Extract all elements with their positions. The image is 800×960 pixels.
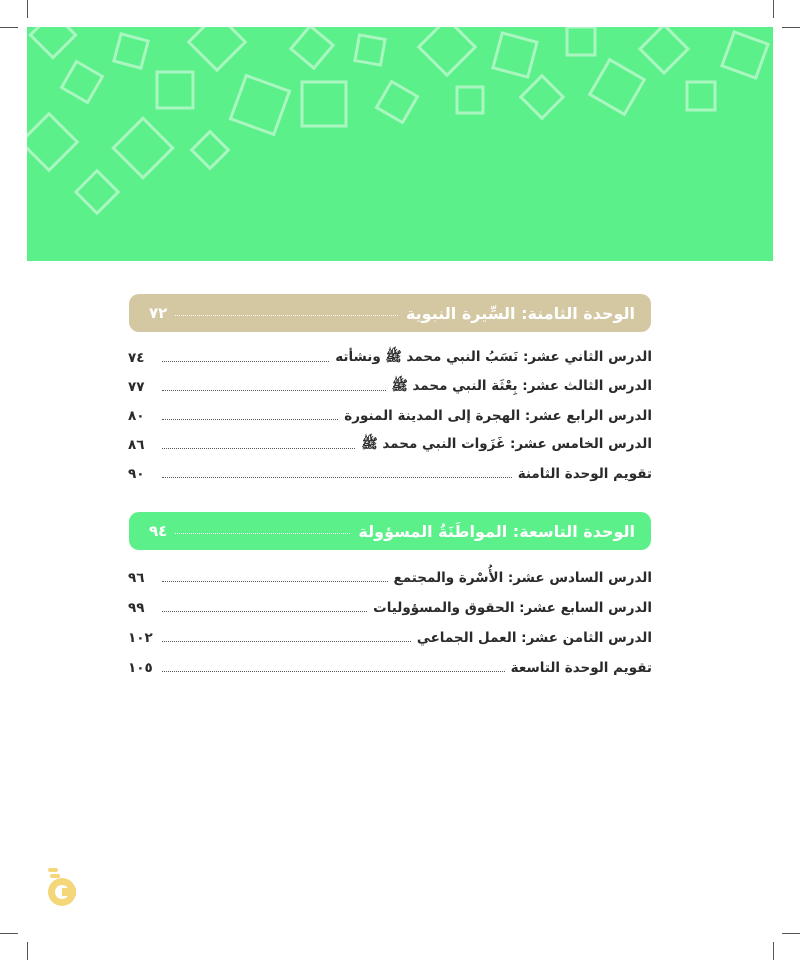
dot-leader (162, 641, 411, 642)
crop-mark (27, 0, 28, 18)
toc-entry-label: تقويم الوحدة التاسعة (510, 660, 652, 676)
toc-entry[interactable] (128, 657, 652, 679)
dot-leader (162, 390, 386, 391)
toc-entry-label: الدرس الرابع عشر: الهجرة إلى المدينة المنورة (344, 408, 652, 424)
crop-mark (773, 0, 774, 18)
toc-entry-page: ٩٦ (128, 570, 145, 586)
toc-entry[interactable] (128, 376, 652, 398)
unit-page-number: ٩٤ (149, 522, 168, 540)
toc-entry-label: الدرس الثالث عشر: بِعْثَة النبي محمد ﷺ (391, 378, 652, 394)
unit-title: الوحدة الثامنة: السِّيرة النبوية (405, 303, 635, 323)
unit-page-number: ٧٢ (149, 304, 168, 322)
dot-leader (175, 533, 350, 534)
toc-entry-page: ١٠٥ (128, 660, 153, 676)
publisher-logo-icon (42, 866, 82, 910)
crop-mark (0, 933, 18, 934)
toc-entry-page: ٩٩ (128, 600, 145, 616)
crop-mark (27, 942, 28, 960)
toc-entry[interactable] (128, 567, 652, 589)
toc-entry-page: ٩٠ (128, 466, 145, 482)
dot-leader (162, 611, 367, 612)
toc-entry[interactable] (128, 463, 652, 485)
toc-entry[interactable] (128, 405, 652, 427)
unit-header-8[interactable] (129, 294, 651, 332)
toc-entry[interactable] (128, 597, 652, 619)
dot-leader (162, 448, 355, 449)
toc-entry-page: ٨٦ (128, 437, 145, 453)
crop-mark (773, 942, 774, 960)
dot-leader (162, 477, 512, 478)
dot-leader (162, 419, 338, 420)
toc-entry-page: ٧٧ (128, 379, 145, 395)
toc-entry-label: الدرس الثامن عشر: العمل الجماعي (416, 630, 652, 646)
crop-mark (782, 27, 800, 28)
toc-entry-label: الدرس السابع عشر: الحقوق والمسؤوليات (373, 600, 652, 616)
dot-leader (162, 671, 505, 672)
unit-header-9[interactable] (129, 512, 651, 550)
toc-entry-label: الدرس السادس عشر: الأُسْرة والمجتمع (393, 570, 652, 586)
toc-entry-label: تقويم الوحدة الثامنة (517, 466, 652, 482)
toc-entry-page: ١٠٢ (128, 630, 153, 646)
unit-title: الوحدة التاسعة: المواطَنَةُ المسؤولة (358, 521, 635, 541)
toc-entry[interactable] (128, 434, 652, 456)
toc-entry[interactable] (128, 627, 652, 649)
dot-leader (162, 581, 388, 582)
crop-mark (0, 27, 18, 28)
toc-entry-label: الدرس الخامس عشر: غَزَوات النبي محمد ﷺ (361, 436, 652, 452)
toc-entry-label: الدرس الثاني عشر: نَسَبُ النبي محمد ﷺ ونشأته (335, 349, 652, 365)
header-banner (27, 27, 773, 261)
toc-entry-page: ٨٠ (128, 408, 145, 424)
toc-entry[interactable] (128, 347, 652, 369)
toc-entry-page: ٧٤ (128, 350, 145, 366)
crop-mark (782, 933, 800, 934)
dot-leader (162, 361, 329, 362)
square-pattern-decoration (27, 27, 773, 261)
dot-leader (175, 315, 398, 316)
